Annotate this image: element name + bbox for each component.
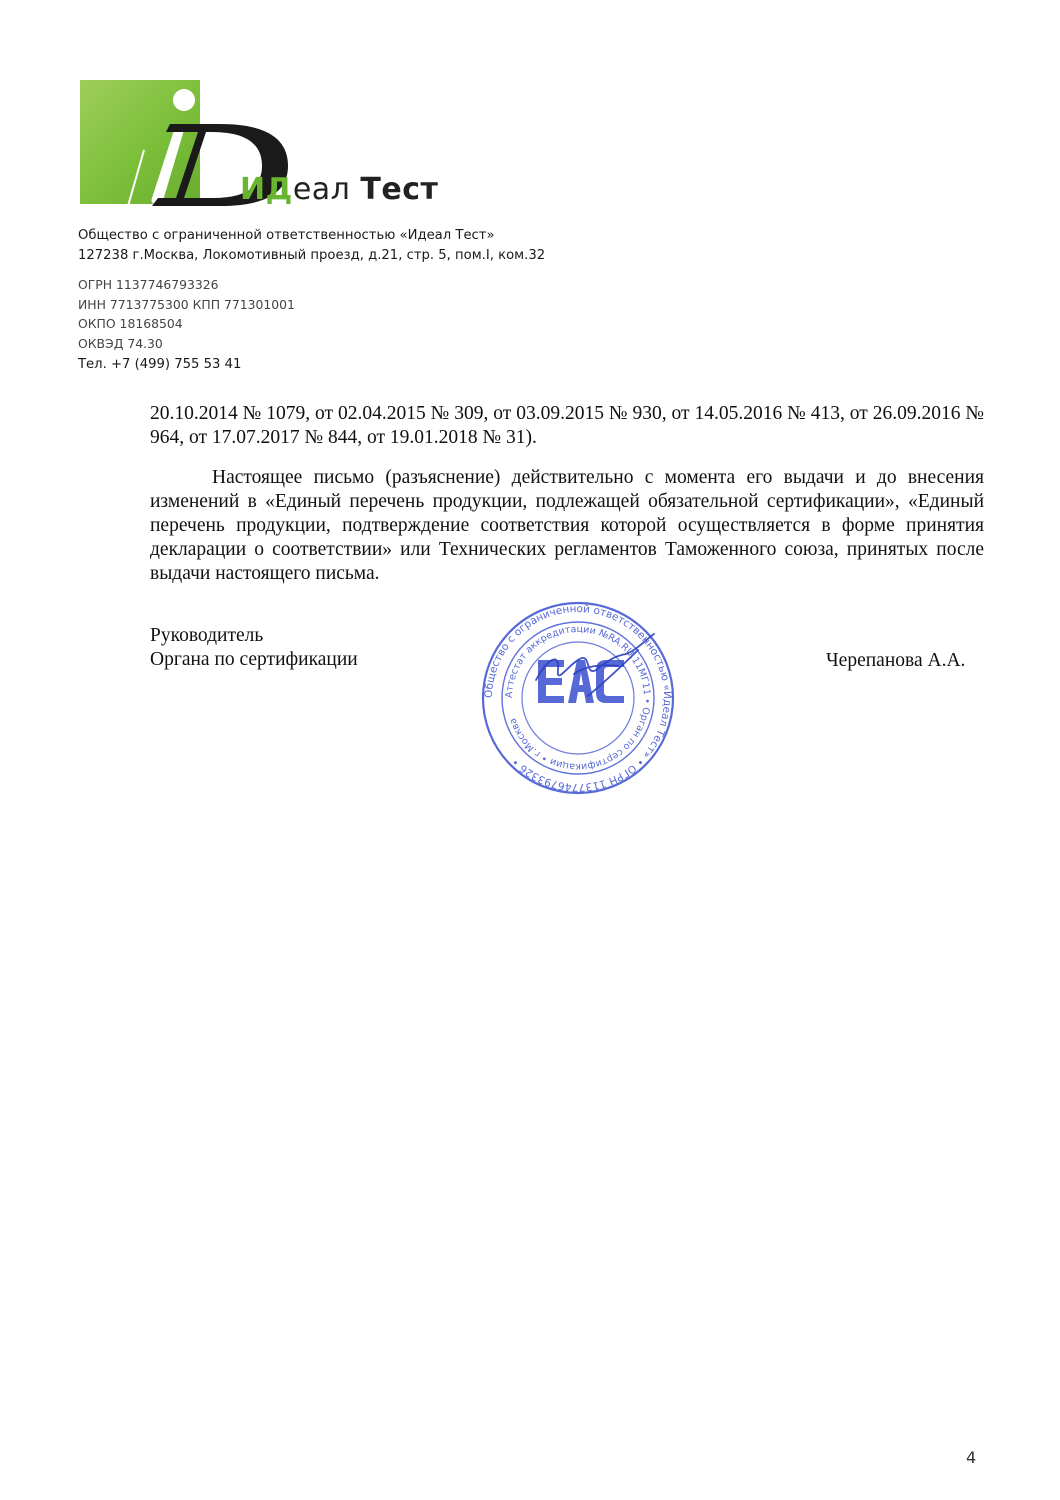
stamp-outer-text: Общество с ограниченной ответственностью «Идеал Тест» • ОГРН 1137746793326 •	[482, 602, 674, 794]
org-address: 127238 г.Москва, Локомотивный проезд, д.21, стр. 5, пом.I, ком.32	[78, 248, 546, 263]
phone: Тел. +7 (499) 755 53 41	[78, 357, 242, 372]
registration-details	[78, 275, 295, 353]
logo-wordmark-green: ИД	[240, 172, 293, 207]
round-stamp	[478, 600, 678, 796]
signatory-title-line2: Органа по сертификации	[150, 649, 358, 670]
stamp-inner-text: Аттестат аккредитации №RA.RU.11МГ11 • Орган по сертификации • г.Москва	[503, 623, 653, 773]
org-name: Общество с ограниченной ответственностью «Идеал Тест»	[78, 228, 495, 243]
paragraph-validity: Настоящее письмо (разъяснение) действительно с момента его выдачи и до внесения изменений в «Единый перечень продукции, подлежащей обязательной сертификации», «Единый перечень продукции, подтверждение соответствия которой осуществляется в форме принятия декларации о соответствии» или Технических регламентов Таможенного союза, принятых после выдачи настоящего письма.	[150, 467, 984, 584]
page-number: 4	[966, 1448, 977, 1467]
logo-wordmark-bold: Тест	[360, 172, 439, 207]
logo-wordmark-rest: еал	[292, 172, 361, 207]
company-logo	[80, 80, 460, 210]
okved: ОКВЭД 74.30	[78, 335, 163, 351]
svg-text:Аттестат аккредитации №RA.RU.1	[504, 624, 652, 772]
logo-wordmark	[240, 172, 438, 207]
org-details	[78, 226, 545, 266]
signatory-title-line1: Руководитель	[150, 625, 264, 646]
okpo: ОКПО 18168504	[78, 316, 183, 331]
signatory-name: Черепанова А.А.	[826, 650, 966, 671]
ogrn: ОГРН 1137746793326	[78, 277, 219, 292]
paragraph-continuation: 20.10.2014 № 1079, от 02.04.2015 № 309, от 03.09.2015 № 930, от 14.05.2016 № 413, от 26.09.2016 № 964, от 17.07.2017 № 844, от 19.01.2018 № 31).	[150, 403, 984, 448]
signatory-title	[150, 624, 358, 672]
eac-mark	[538, 660, 624, 703]
inn-kpp: ИНН 7713775300 КПП 771301001	[78, 296, 295, 312]
